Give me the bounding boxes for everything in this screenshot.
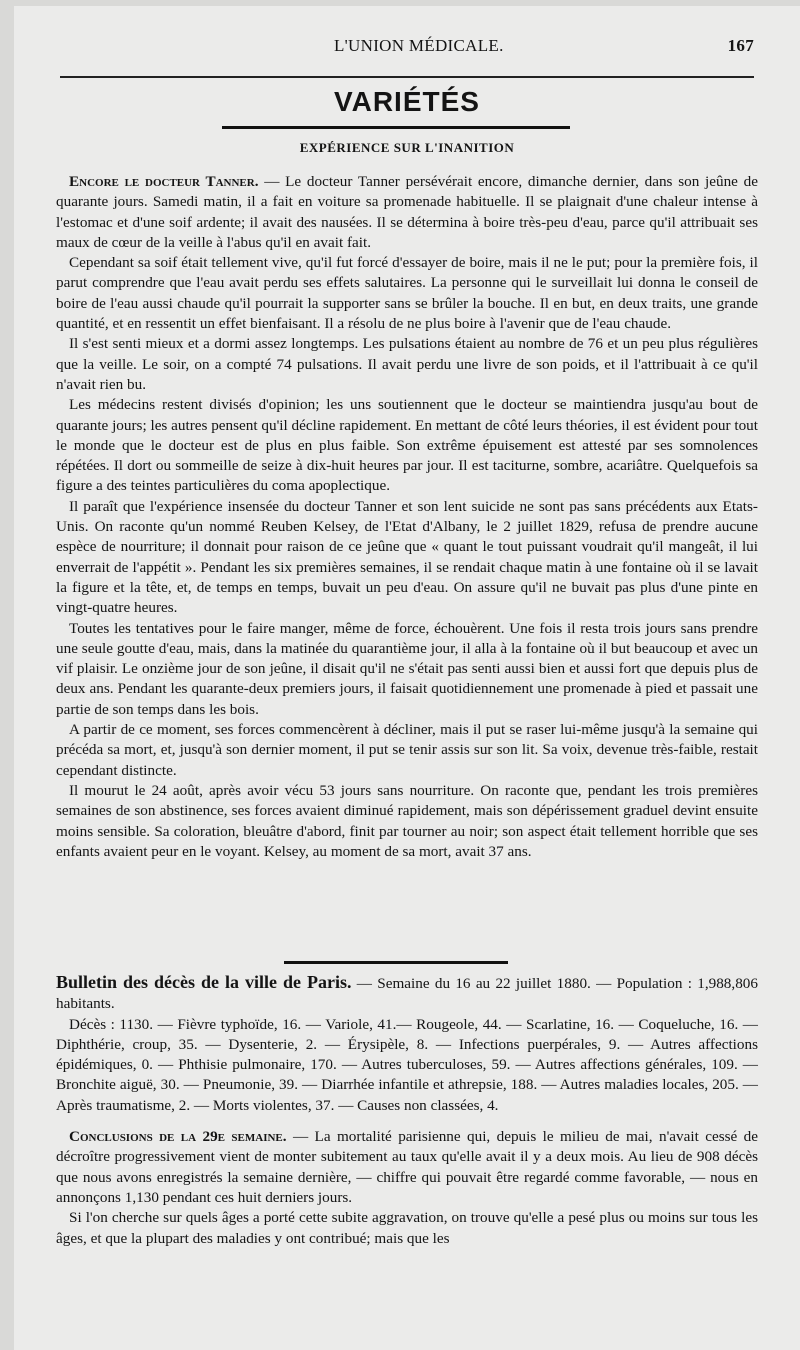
article-lead: Encore le docteur Tanner. <box>69 173 259 190</box>
conclusions-lead: Conclusions de la 29e semaine. <box>69 1128 287 1146</box>
header-rule <box>60 76 754 78</box>
bulletin-title: Bulletin des décès de la ville de Paris. <box>56 972 352 992</box>
journal-title: L'UNION MÉDICALE. <box>334 36 504 55</box>
paragraph: Toutes les tentatives pour le faire manger, même de force, échouèrent. Une fois il resta trois jours sans prendre une seule goutte d'eau, mais, dans la matinée du quarantième jour, il alla à la fontaine où il but beaucoup et avec un vif plaisir. Le onzième jour de son jeûne, il disait qu'il ne s'était pas senti aussi bien et aussi fort que depuis plus de deux ans. Pendant les quarante-deux premiers jours, il faisait quotidiennement une promenade à pied et passait une partie de son temps dans les bois. <box>56 619 758 718</box>
bulletin-rule <box>284 961 508 964</box>
conclusions-paragraph <box>56 1127 758 1208</box>
bulletin-week: — Semaine du 16 au 22 juillet 1880. — Population : 1,988,806 habitants. <box>56 975 758 1013</box>
paragraph: Il s'est senti mieux et a dormi assez longtemps. Les pulsations étaient au nombre de 76 et un peu plus régulières que la veille. Le soir, on a compté 74 pulsations. Il avait perdu une livre de son poids, et il l'attribuait à ce qu'il n'avait rien bu. <box>56 335 758 393</box>
bulletin-heading <box>56 972 758 1015</box>
conclusions-text: — La mortalité parisienne qui, depuis le milieu de mai, n'avait cessé de décroître progressivement vient de monter subitement au taux qu'elle avait il y a deux mois. Au lieu de 908 décès que nous avons enregistrés la semaine dernière, — chiffre qui pouvait être regardé comme favorable, — nous en annonçons 1,130 pendant ces huit derniers jours. <box>56 1128 759 1206</box>
article-subtitle: EXPÉRIENCE SUR L'INANITION <box>299 140 515 155</box>
paragraph: Les médecins restent divisés d'opinion; les uns soutiennent que le docteur se maintiendra jusqu'au bout de quarante jours; les autres pensent qu'il décline rapidement. En mettant de côté leurs théories, il est évident pour tout le monde que le docteur est de plus en plus faible. Son extrême épuisement est attesté par ses somnolences répétées. Il dort ou sommeille de seize à dix-huit heures par jour. Il est taciturne, sombre, acariâtre. Quelquefois sa figure a des teintes particulières du coma apoplectique. <box>56 396 758 495</box>
paragraph: Cependant sa soif était tellement vive, qu'il fut forcé d'essayer de boire, mais il ne le put; pour la première fois, il parut comprendre que l'eau avait perdu ses effets salutaires. La personne qui le surveillait lui donna le conseil de boire de l'eau aussi chaude qu'il pourrait la supporter sans se brûler la bouche. Il en but, en deux traits, une grande quantité, et en ressentit un effet bienfaisant. Il a résolu de ne plus boire à l'avenir que de l'eau chaude. <box>56 254 758 333</box>
paragraph: Il mourut le 24 août, après avoir vécu 53 jours sans nourriture. On raconte que, pendant les trois premières semaines de son abstinence, ses forces avaient diminué rapidement, mais son dépérissement graduel devint ensuite moins sensible. Sa coloration, bleuâtre d'abord, finit par tourner au noir; son aspect était tellement horrible que ses enfants avaient peur en le voyant. Kelsey, au moment de sa mort, avait 37 ans. <box>56 781 758 860</box>
section-title-rule <box>222 126 570 129</box>
deaths-list: Décès : 1130. — Fièvre typhoïde, 16. — Variole, 41.— Rougeole, 44. — Scarlatine, 16. — Coqueluche, 16. — Diphthérie, croup, 35. — Dysenterie, 2. — Érysipèle, 8. — Infections puerpérales, 9. — Autres affections épidémiques, 0. — Phthisie pulmonaire, 170. — Autres tuberculoses, 59. — Autres affections générales, 109. — Bronchite aiguë, 30. — Pneumonie, 39. — Diarrhée infantile et athrepsie, 188. — Autres maladies locales, 205. — Après traumatisme, 2. — Morts violentes, 37. — Causes non classées, 4. <box>56 1015 758 1114</box>
mortality-bulletin <box>56 972 758 1249</box>
section-title: VARIÉTÉS <box>334 86 480 117</box>
running-header <box>58 36 754 64</box>
paragraph: Si l'on cherche sur quels âges a porté cette subite aggravation, on trouve qu'elle a pesé plus ou moins sur tous les âges, et que la plupart des maladies y ont contribué; mais que les <box>56 1209 758 1247</box>
journal-page <box>14 6 800 1350</box>
paragraph-text: — Le docteur Tanner persévérait encore, dimanche dernier, dans son jeûne de quarante jours. Samedi matin, il a fait en voiture sa promenade habituelle. Il se plaignait d'une chaleur intense à l'estomac et d'une soif ardente; il avait des nausées. Il se détermina à boire très-peu d'eau, parce qu'il attribuait ses maux de cœur de la veille à l'abus qu'il en avait fait. <box>56 173 758 251</box>
page-number: 167 <box>727 36 754 55</box>
paragraph: Il paraît que l'expérience insensée du docteur Tanner et son lent suicide ne sont pas sans précédents aux Etats-Unis. On raconte qu'un nommé Reuben Kelsey, de l'Etat d'Albany, le 2 juillet 1829, refusa de prendre aucune espèce de nourriture; il donnait pour raison de ce jeûne que « quant le tout puissant voudrait qu'il mangeât, il lui enverrait de l'appétit ». Pendant les six premières semaines, il se rendait chaque matin à une fontaine où il se lavait la figure et la tête, et, de temps en temps, buvait un peu d'eau. On assure qu'il ne buvait pas plus d'une pinte en vingt-quatre heures. <box>56 497 758 617</box>
paragraph: A partir de ce moment, ses forces commencèrent à décliner, mais il put se raser lui-même jusqu'à la semaine qui précéda sa mort, et, jusqu'à son dernier moment, il put se tenir assis sur son lit. Sa voix, devenue très-faible, restait cependant distincte. <box>56 721 758 779</box>
paragraph <box>56 172 758 253</box>
article-body <box>56 172 758 862</box>
